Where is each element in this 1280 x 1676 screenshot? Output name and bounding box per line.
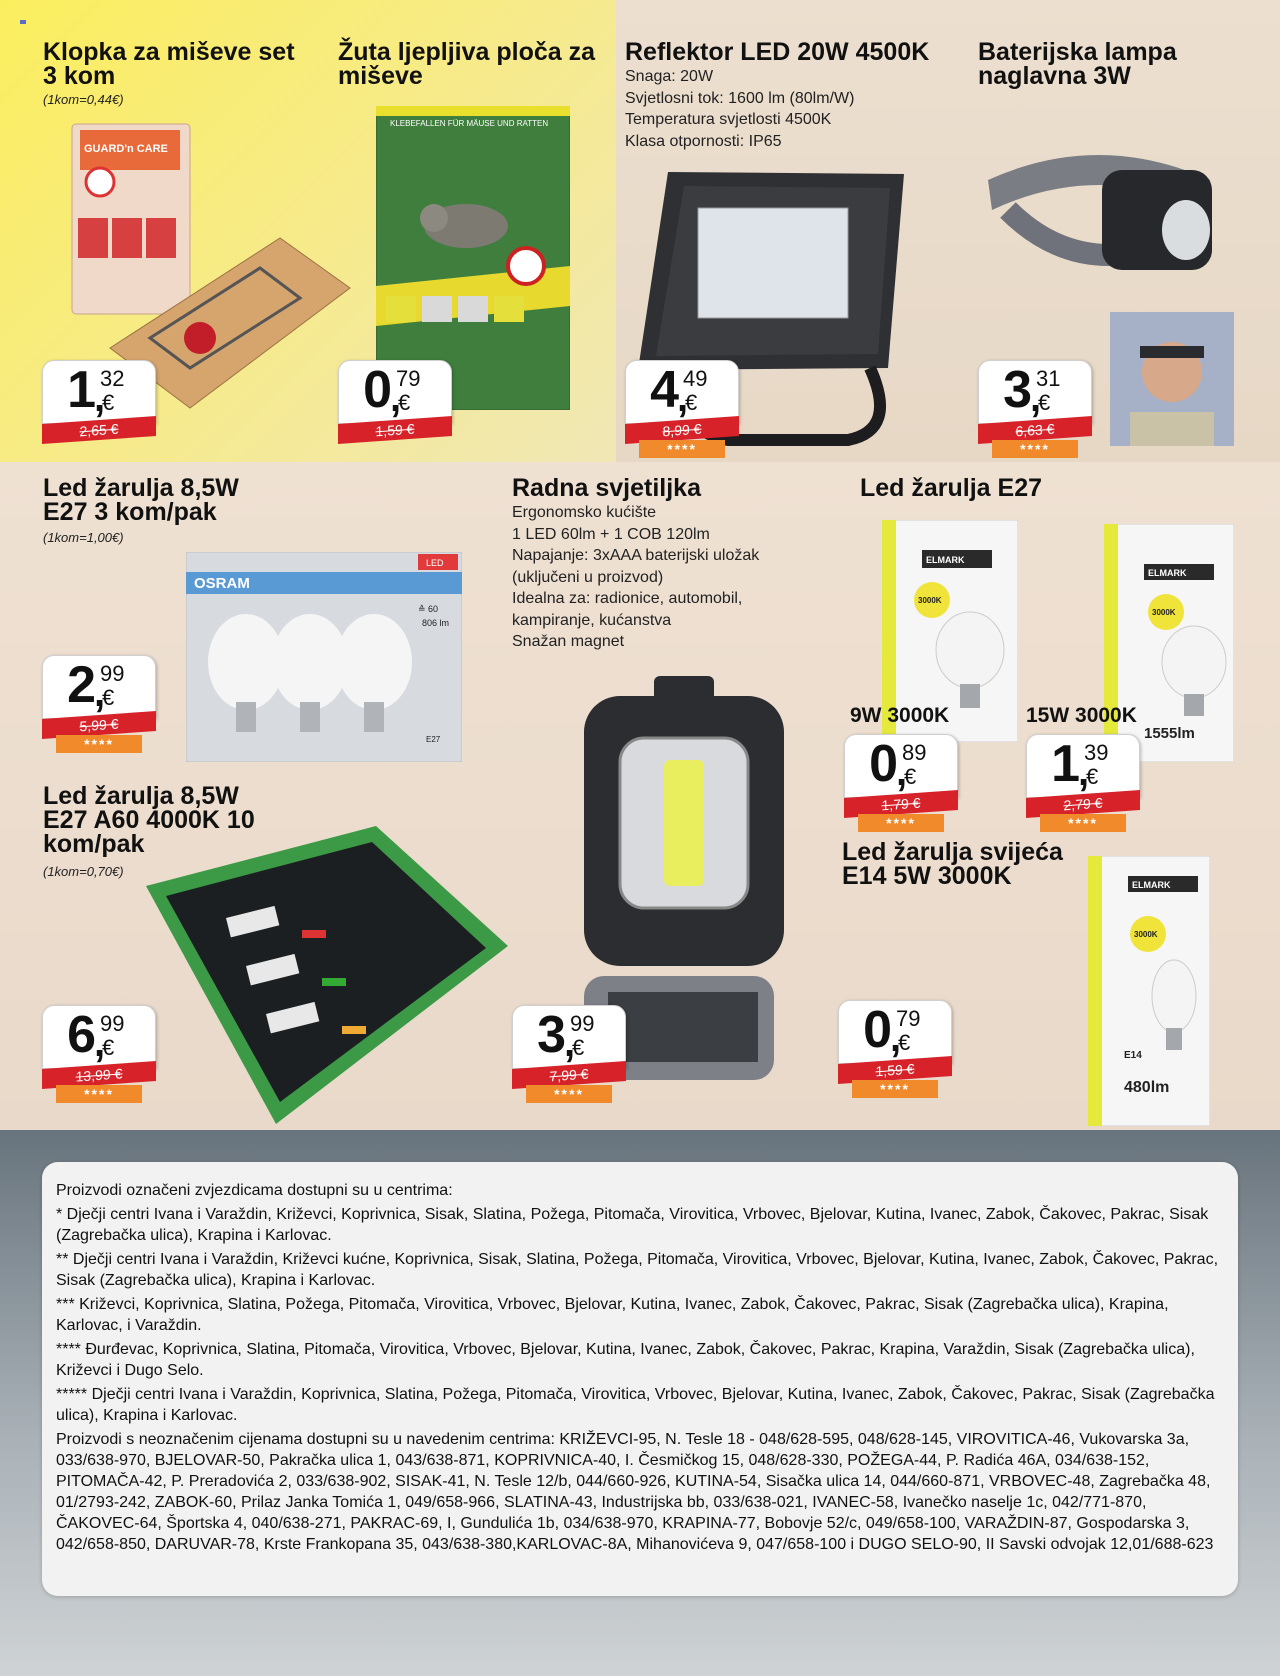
price-integer: 1 xyxy=(1051,735,1080,793)
candle-price-tag xyxy=(838,1000,952,1100)
worklight-title: Radna svjetiljka xyxy=(512,474,701,502)
bulbE27-variant-9w: 9W 3000K xyxy=(850,704,950,727)
bulb10-image xyxy=(146,826,508,1124)
price-cents: 79 xyxy=(896,1006,921,1031)
old-price: 7,99 € xyxy=(512,1061,626,1089)
price-cents: 32 xyxy=(100,366,125,391)
price-currency: € xyxy=(685,390,698,415)
price-currency: € xyxy=(904,764,917,789)
price-cents: 99 xyxy=(570,1011,595,1036)
price-comma: , xyxy=(1030,376,1042,420)
availability-notes xyxy=(42,1162,1238,1596)
bulbE27-15w-price-tag xyxy=(1026,734,1140,834)
bulbE27-title: Led žarulja E27 xyxy=(860,474,1043,502)
old-price: 2,79 € xyxy=(1026,790,1140,818)
note-one-star: * Dječji centri Ivana i Varaždin, Križevci, Koprivnica, Sisak, Slatina, Požega, Pitomača, Virovitica, Vrbovec, Bjelovar, Kutina, Ivanec, Zabok, Čakovec, Pakrac, Sisak (Zagrebačka ulica), Krapina i Karlovac. xyxy=(56,1206,1209,1244)
elmark-logo-text: ELMARK xyxy=(926,555,965,565)
candle-title: Led žarulja svijeća E14 5W 3000K xyxy=(842,838,1063,890)
elmark-logo-text: ELMARK xyxy=(1132,880,1171,890)
price-integer: 0 xyxy=(363,361,392,419)
price-cents: 99 xyxy=(100,661,125,686)
availability-stars: **** xyxy=(639,440,725,458)
price-currency: € xyxy=(102,390,115,415)
lumen-label: 1555lm xyxy=(1144,725,1195,742)
availability-stars: **** xyxy=(992,440,1078,458)
lumen-label: 480lm xyxy=(1124,1079,1170,1096)
headlamp-title: Baterijska lampa naglavna 3W xyxy=(978,38,1177,90)
price-comma: , xyxy=(94,671,106,715)
spec-line: Svjetlosni tok: 1600 lm (80lm/W) xyxy=(625,89,855,107)
price-cents: 79 xyxy=(396,366,421,391)
elmark-logo-text: ELMARK xyxy=(1148,568,1187,578)
price-comma: , xyxy=(896,750,908,794)
socket-label: E27 xyxy=(426,735,441,744)
availability-stars: **** xyxy=(56,1085,142,1103)
old-price: 6,63 € xyxy=(978,416,1092,444)
availability-stars: **** xyxy=(858,814,944,832)
price-currency: € xyxy=(572,1035,585,1060)
trap-brand-text: GUARD'n CARE xyxy=(84,143,168,155)
price-integer: 1 xyxy=(67,361,96,419)
price-comma: , xyxy=(390,376,402,420)
price-comma: , xyxy=(1078,750,1090,794)
spec-line: Ergonomsko kućište xyxy=(512,504,657,521)
price-cents: 39 xyxy=(1084,740,1109,765)
availability-stars: **** xyxy=(852,1080,938,1098)
price-currency: € xyxy=(102,685,115,710)
old-price: 8,99 € xyxy=(625,416,739,444)
price-cents: 99 xyxy=(100,1011,125,1036)
spec-line: Klasa otpornosti: IP65 xyxy=(625,132,782,150)
price-integer: 2 xyxy=(67,656,96,714)
price-integer: 0 xyxy=(863,1001,892,1059)
spec-line: Temperatura svjetlosti 4500K xyxy=(625,111,832,128)
spec-line: Snažan magnet xyxy=(512,633,625,650)
bulb10-unit-price: (1kom=0,70€) xyxy=(43,864,124,879)
price-currency: € xyxy=(102,1035,115,1060)
spec-line: 1 LED 60lm + 1 COB 120lm xyxy=(512,525,710,543)
old-price: 1,79 € xyxy=(844,790,958,818)
price-comma: , xyxy=(94,1021,106,1065)
price-currency: € xyxy=(1086,764,1099,789)
notes-heading: Proizvodi označeni zvjezdicama dostupni su u centrima: xyxy=(56,1182,453,1199)
price-currency: € xyxy=(898,1030,911,1055)
glueboard-price-tag xyxy=(338,360,452,460)
lumen-label: 806 lm xyxy=(422,618,450,628)
floodlight-title: Reflektor LED 20W 4500K xyxy=(625,38,930,66)
mousetrap-unit-price: (1kom=0,44€) xyxy=(43,92,124,107)
bulb3-price-tag xyxy=(42,655,156,755)
candle-bulb-image xyxy=(1088,856,1210,1126)
glueboard-title: Žuta ljepljiva ploča za miševe xyxy=(338,38,596,90)
availability-stars: **** xyxy=(1040,814,1126,832)
spec-line: (uključeni u proizvod) xyxy=(512,568,664,586)
bulb10-price-tag xyxy=(42,1005,156,1105)
headlamp-price-tag xyxy=(978,360,1092,460)
price-cents: 49 xyxy=(683,366,708,391)
corner-mark xyxy=(20,20,26,24)
worklight-price-tag xyxy=(512,1005,626,1105)
note-four-stars: **** Đurđevac, Koprivnica, Slatina, Pitomača, Virovitica, Vrbovec, Bjelovar, Kutina, Ivanec, Zabok, Čakovec, Pakrac, Krapina, Varaždin, Sisak (Zagrebačka ulica), Križevci i Dugo Selo. xyxy=(56,1341,1195,1379)
bulbE27-9w-price-tag xyxy=(844,734,958,834)
mousetrap-title: Klopka za miševe set 3 kom xyxy=(43,38,295,90)
mousetrap-price-tag xyxy=(42,360,156,460)
note-unmarked-prices: Proizvodi s neoznačenim cijenama dostupni su u navedenim centrima: KRIŽEVCI-95, N. Tesle 18 - 048/628-595, 048/628-145, VIROVITICA-46, Vukovarska 3a, 033/638-970, BJELOVAR-50, Pakračka ulica 1, 043/638-871, KOPRIVNICA-40, I. Česmičkog 15, 048/628-330, POŽEGA-44, P. Radića 46A, 034/638-152, PITOMAČA-42, P. Preradovića 2, 033/638-902, SISAK-41, N. Tesle 12/b, 044/660-926, KUTINA-54, Sisačka ulica 14, 044/660-871, VRBOVEC-48, Zagrebačka 48, 01/2793-242, ZABOK-60, Prilaz Janka Tomića 1, 049/658-966, SLATINA-43, Industrijska bb, 033/638-021, IVANEC-58, Ivanečko naselje 1c, 042/771-870, ČAKOVEC-64, Športska 4, 040/638-271, PAKRAC-69, I, Gundulića 1b, 034/638-970, KRAPINA-77, Bobovje 52/c, 049/658-100, VARAŽDIN-87, Gospodarska 3, 042/658-850, DARUVAR-78, Krste Frankopana 35, 043/638-380,KARLOVAC-8A, Mihanovićeva 9, 047/658-100 i DUGO SELO-90, II Savski odvojak 12,01/688-623 xyxy=(56,1431,1214,1553)
note-three-stars: *** Križevci, Koprivnica, Slatina, Požega, Pitomača, Virovitica, Vrbovec, Bjelovar, Kutina, Ivanec, Zabok, Čakovec, Pakrac, Sisak (Zagrebačka ulica), Krapina, Karlovac, i Varaždin. xyxy=(56,1296,1169,1334)
price-comma: , xyxy=(677,376,689,420)
color-temp-label: 3000K xyxy=(918,596,942,605)
price-currency: € xyxy=(398,390,411,415)
watt-label: ≙ 60 xyxy=(418,604,439,614)
led-label: LED xyxy=(426,558,444,568)
old-price: 2,65 € xyxy=(42,416,156,444)
price-cents: 89 xyxy=(902,740,927,765)
spec-line: Snaga: 20W xyxy=(625,68,714,85)
spec-line: kampiranje, kućanstva xyxy=(512,611,672,629)
old-price: 1,59 € xyxy=(838,1056,952,1084)
bulb10-title: Led žarulja 8,5W E27 A60 4000K 10 kom/pak xyxy=(43,782,255,858)
price-integer: 3 xyxy=(537,1006,566,1064)
price-currency: € xyxy=(1038,390,1051,415)
bulb3-unit-price: (1kom=1,00€) xyxy=(43,530,124,545)
price-comma: , xyxy=(94,376,106,420)
headlamp-model-photo xyxy=(1110,312,1234,446)
bulbE27-variant-15w: 15W 3000K xyxy=(1026,704,1137,727)
old-price: 5,99 € xyxy=(42,711,156,739)
color-temp-label: 3000K xyxy=(1134,930,1158,939)
price-comma: , xyxy=(564,1021,576,1065)
color-temp-label: 3000K xyxy=(1152,608,1176,617)
bulb3-title: Led žarulja 8,5W E27 3 kom/pak xyxy=(43,474,239,526)
old-price: 1,59 € xyxy=(338,416,452,444)
price-integer: 4 xyxy=(650,361,679,419)
floodlight-specs xyxy=(625,66,854,152)
price-integer: 6 xyxy=(67,1006,96,1064)
bulb3-image xyxy=(186,552,462,762)
socket-label: E14 xyxy=(1124,1050,1142,1061)
price-comma: , xyxy=(890,1016,902,1060)
worklight-specs xyxy=(512,502,759,653)
price-cents: 31 xyxy=(1036,366,1061,391)
price-integer: 0 xyxy=(869,735,898,793)
headlamp-image xyxy=(978,140,1238,280)
note-five-stars: ***** Dječji centri Ivana i Varaždin, Koprivnica, Slatina, Požega, Pitomača, Virovitica, Vrbovec, Bjelovar, Kutina, Ivanec, Zabok, Čakovec, Pakrac, Sisak (Zagrebačka ulica), Krapina i Karlovac. xyxy=(56,1386,1215,1424)
osram-logo-text: OSRAM xyxy=(194,575,250,592)
spec-line: Idealna za: radionice, automobil, xyxy=(512,590,743,607)
price-integer: 3 xyxy=(1003,361,1032,419)
note-two-stars: ** Dječji centri Ivana i Varaždin, Križevci kućne, Koprivnica, Sisak, Slatina, Požega, Pitomača, Virovitica, Vrbovec, Bjelovar, Kutina, Ivanec, Zabok, Čakovec, Pakrac, Sisak (Zagrebačka ulica), Krapina i Karlovac. xyxy=(56,1251,1219,1289)
old-price: 13,99 € xyxy=(42,1061,156,1089)
spec-line: Napajanje: 3xAAA baterijski uložak xyxy=(512,547,760,564)
glue-header-text: KLEBEFALLEN FÜR MÄUSE UND RATTEN xyxy=(390,119,549,128)
availability-stars: **** xyxy=(526,1085,612,1103)
availability-stars: **** xyxy=(56,735,142,753)
floodlight-price-tag xyxy=(625,360,739,460)
